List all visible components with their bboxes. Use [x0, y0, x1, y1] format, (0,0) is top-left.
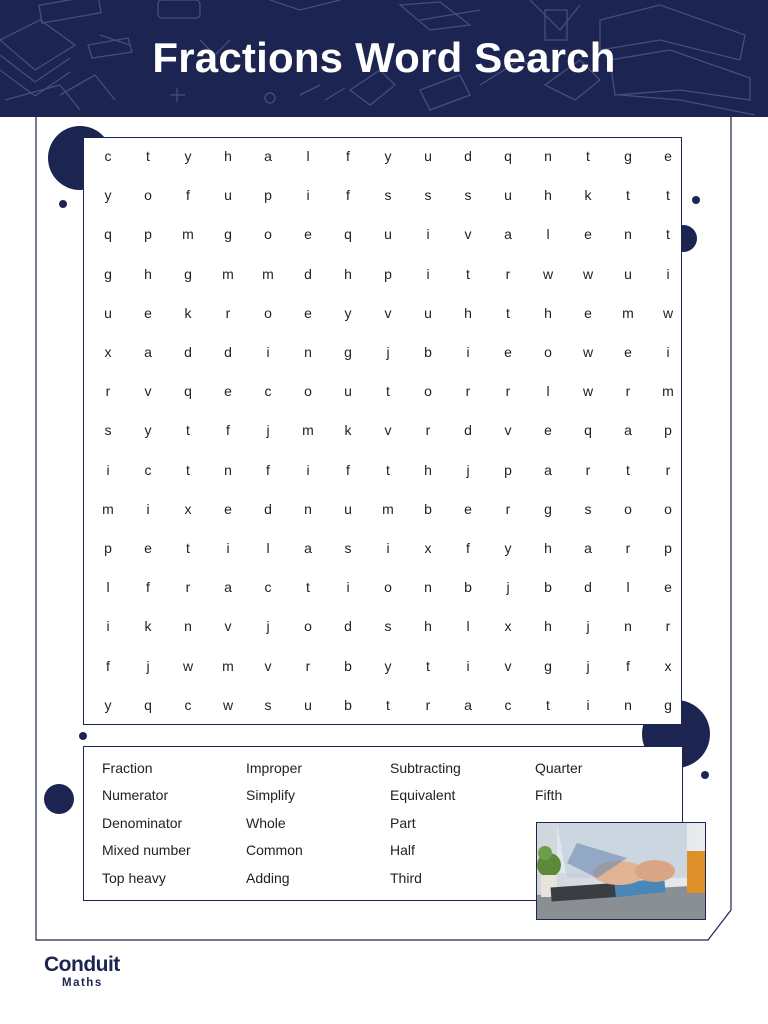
grid-letter: c [504, 696, 512, 713]
word-list-item: Mixed number [102, 842, 191, 859]
grid-letter: i [226, 540, 230, 556]
grid-letter: o [304, 618, 312, 635]
grid-letter: u [624, 265, 632, 282]
grid-letter: b [544, 579, 552, 596]
grid-letter: g [104, 265, 112, 282]
word-list-item: Subtracting [390, 760, 461, 776]
grid-letter: q [104, 226, 112, 243]
grid-letter: p [664, 540, 672, 556]
grid-letter: a [464, 696, 472, 713]
grid-letter: v [144, 383, 152, 400]
grid-letter: s [384, 187, 392, 204]
grid-letter: i [386, 540, 390, 556]
conduit-logo: Conduit [44, 953, 120, 976]
grid-letter: m [382, 500, 394, 517]
grid-letter: v [504, 657, 512, 674]
grid-letter: h [464, 304, 472, 321]
grid-letter: k [184, 304, 192, 321]
decor-dot [79, 732, 87, 740]
grid-letter: l [466, 618, 470, 635]
grid-letter: j [586, 657, 590, 674]
grid-letter: u [384, 226, 392, 243]
grid-letter: u [504, 187, 512, 204]
grid-letter: b [424, 344, 432, 360]
grid-letter: l [266, 540, 270, 556]
grid-letter: w [662, 304, 674, 321]
grid-letter: q [144, 696, 152, 713]
word-list-item: Common [246, 842, 303, 859]
grid-letter: o [384, 579, 392, 596]
grid-letter: v [264, 657, 272, 674]
word-list-item: Whole [246, 814, 286, 831]
grid-row [84, 256, 681, 295]
word-list-item: Half [390, 842, 415, 859]
grid-letter: n [304, 500, 312, 517]
grid-letter: w [582, 383, 594, 400]
grid-letter: v [464, 226, 472, 243]
word-list-item: Part [390, 814, 416, 831]
grid-letter: h [544, 540, 552, 556]
grid-letter: y [104, 696, 112, 713]
grid-letter: o [424, 383, 432, 400]
grid-letter: g [344, 344, 352, 360]
grid-letter: i [146, 500, 150, 517]
grid-letter: w [582, 344, 594, 360]
grid-letter: i [666, 265, 670, 282]
grid-row [84, 452, 681, 491]
word-list-item: Fifth [535, 787, 563, 804]
grid-letter: i [466, 344, 470, 360]
grid-letter: a [144, 344, 152, 360]
grid-letter: a [304, 540, 312, 556]
grid-letter: m [622, 304, 634, 321]
grid-letter: m [662, 383, 674, 400]
grid-row [84, 216, 681, 255]
grid-letter: n [544, 148, 552, 164]
grid-row [84, 491, 681, 530]
grid-letter: k [144, 618, 152, 635]
grid-letter: e [144, 304, 152, 321]
grid-letter: v [224, 618, 232, 635]
grid-letter: e [464, 500, 472, 517]
grid-letter: g [664, 696, 672, 713]
word-list-item: Denominator [102, 814, 183, 831]
grid-letter: r [425, 696, 431, 713]
grid-letter: g [624, 148, 632, 164]
grid-letter: e [584, 304, 592, 321]
grid-letter: o [304, 383, 312, 400]
grid-letter: g [184, 265, 192, 282]
grid-letter: u [104, 304, 112, 321]
grid-letter: t [306, 579, 310, 596]
grid-letter: t [426, 657, 430, 674]
grid-letter: h [344, 265, 352, 282]
grid-letter: y [144, 422, 152, 439]
calculator-photo [536, 822, 706, 920]
grid-letter: o [264, 226, 272, 243]
page-title: Fractions Word Search [152, 34, 616, 81]
grid-letter: b [344, 696, 352, 713]
grid-letter: j [386, 344, 390, 360]
grid-letter: j [266, 618, 270, 635]
grid-letter: w [542, 265, 554, 282]
grid-letter: t [386, 696, 390, 713]
calculator-photo-image [537, 823, 706, 920]
grid-letter: s [464, 187, 472, 204]
grid-letter: t [386, 461, 390, 478]
grid-letter: d [224, 344, 232, 360]
grid-letter: f [346, 187, 350, 204]
word-list-item: Quarter [535, 760, 583, 776]
grid-letter: n [624, 618, 632, 635]
grid-letter: e [584, 226, 592, 243]
grid-row [84, 373, 681, 412]
grid-letter: r [105, 383, 111, 400]
grid-letter: d [344, 618, 352, 635]
word-search-grid [83, 137, 682, 725]
grid-letter: f [346, 148, 350, 164]
grid-row [84, 177, 681, 216]
decor-dot [692, 196, 700, 204]
grid-letter: f [186, 187, 190, 204]
grid-letter: r [625, 540, 631, 556]
grid-letter: w [582, 265, 594, 282]
grid-letter: p [504, 461, 512, 478]
grid-letter: r [185, 579, 191, 596]
grid-letter: i [266, 344, 270, 360]
grid-letter: t [146, 148, 150, 164]
grid-letter: k [584, 187, 592, 204]
grid-letter: e [504, 344, 512, 360]
grid-letter: g [224, 226, 232, 243]
grid-letter: g [544, 657, 552, 674]
grid-letter: h [424, 461, 432, 478]
grid-letter: l [106, 579, 110, 596]
grid-letter: i [106, 461, 110, 478]
grid-letter: p [384, 265, 392, 282]
grid-letter: h [544, 618, 552, 635]
grid-letter: r [425, 422, 431, 439]
grid-letter: s [264, 696, 272, 713]
grid-letter: s [104, 422, 112, 439]
grid-letter: f [266, 461, 270, 478]
grid-letter: q [584, 422, 592, 439]
grid-letter: j [466, 461, 470, 478]
grid-letter: p [264, 187, 272, 204]
grid-letter: n [224, 461, 232, 478]
grid-letter: t [506, 304, 510, 321]
grid-letter: d [464, 422, 472, 439]
grid-letter: a [504, 226, 512, 243]
grid-letter: y [504, 540, 512, 556]
grid-letter: u [424, 304, 432, 321]
grid-letter: f [466, 540, 470, 556]
grid-row [84, 295, 681, 334]
grid-letter: t [466, 265, 470, 282]
grid-letter: t [186, 422, 190, 439]
grid-letter: j [146, 657, 150, 674]
grid-letter: e [224, 383, 232, 400]
grid-letter: d [304, 265, 312, 282]
grid-letter: w [182, 657, 194, 674]
grid-letter: t [186, 540, 190, 556]
grid-letter: m [182, 226, 194, 243]
grid-letter: a [264, 148, 272, 164]
grid-letter: u [344, 383, 352, 400]
grid-letter: m [222, 265, 234, 282]
grid-letter: e [304, 226, 312, 243]
grid-letter: r [505, 383, 511, 400]
grid-letter: i [306, 461, 310, 478]
grid-letter: e [664, 579, 672, 596]
grid-letter: r [665, 618, 671, 635]
grid-letter: e [144, 540, 152, 556]
grid-letter: p [104, 540, 112, 556]
grid-letter: t [666, 226, 670, 243]
grid-letter: u [224, 187, 232, 204]
grid-row [84, 530, 681, 569]
word-list-item: Equivalent [390, 787, 456, 804]
grid-letter: h [224, 148, 232, 164]
grid-letter: x [184, 500, 192, 517]
grid-letter: e [664, 148, 672, 164]
grid-row [84, 608, 681, 647]
grid-letter: d [584, 579, 592, 596]
word-list-item: Numerator [102, 787, 169, 804]
grid-letter: w [222, 696, 234, 713]
word-list-item: Improper [246, 760, 303, 776]
grid-letter: a [624, 422, 632, 439]
grid-letter: d [464, 148, 472, 164]
grid-letter: m [102, 500, 114, 517]
word-list-item: Top heavy [102, 869, 166, 886]
grid-letter: v [384, 304, 392, 321]
grid-letter: l [546, 383, 550, 400]
grid-letter: r [585, 461, 591, 478]
grid-letter: f [226, 422, 230, 439]
word-list-item: Fraction [102, 760, 153, 776]
grid-letter: c [264, 579, 272, 596]
grid-letter: i [346, 579, 350, 596]
grid-letter: i [586, 696, 590, 713]
grid-letter: l [546, 226, 550, 243]
grid-letter: k [344, 422, 352, 439]
grid-letter: s [344, 540, 352, 556]
grid-letter: p [664, 422, 672, 439]
grid-letter: h [544, 304, 552, 321]
grid-letter: i [466, 657, 470, 674]
grid-letter: n [624, 696, 632, 713]
grid-letter: y [384, 657, 392, 674]
maths-logo-subtitle: Maths [62, 977, 103, 989]
grid-letter: o [544, 344, 552, 360]
grid-letter: o [664, 500, 672, 517]
grid-letter: t [186, 461, 190, 478]
grid-letter: i [106, 618, 110, 635]
grid-letter: o [624, 500, 632, 517]
grid-letter: x [424, 540, 432, 556]
grid-letter: r [505, 265, 511, 282]
grid-letter: m [262, 265, 274, 282]
grid-row [84, 334, 681, 373]
grid-letter: h [424, 618, 432, 635]
grid-letter: t [586, 148, 590, 164]
grid-letter: a [544, 461, 552, 478]
grid-letter: n [424, 579, 432, 596]
grid-letter: f [346, 461, 350, 478]
grid-letter: r [665, 461, 671, 478]
grid-letter: o [144, 187, 152, 204]
grid-letter: e [224, 500, 232, 517]
grid-letter: x [104, 344, 112, 360]
word-list-item: Simplify [246, 787, 296, 804]
grid-letter: q [184, 383, 192, 400]
word-list-item: Adding [246, 869, 290, 886]
grid-letter: f [626, 657, 630, 674]
grid-row [84, 412, 681, 451]
grid-letter: r [225, 304, 231, 321]
grid-letter: o [264, 304, 272, 321]
decor-dot [59, 200, 67, 208]
grid-letter: x [504, 618, 512, 635]
grid-letter: n [184, 618, 192, 635]
grid-letter: a [224, 579, 232, 596]
grid-letter: q [504, 148, 512, 164]
grid-letter: m [222, 657, 234, 674]
grid-letter: f [146, 579, 150, 596]
grid-letter: a [584, 540, 592, 556]
grid-row [84, 138, 681, 177]
grid-letter: q [344, 226, 352, 243]
grid-letter: s [584, 500, 592, 517]
grid-letter: y [184, 148, 192, 164]
grid-letter: g [544, 500, 552, 517]
grid-letter: c [104, 148, 112, 164]
grid-letter: u [344, 500, 352, 517]
grid-row [84, 687, 681, 726]
grid-letter: f [106, 657, 110, 674]
grid-letter: d [184, 344, 192, 360]
word-list-item: Third [390, 869, 422, 886]
grid-letter: y [104, 187, 112, 204]
grid-letter: l [626, 579, 630, 596]
grid-row [84, 569, 681, 608]
grid-letter: j [586, 618, 590, 635]
grid-letter: y [384, 148, 392, 164]
grid-letter: s [384, 618, 392, 635]
grid-letter: n [304, 344, 312, 360]
grid-letter: c [184, 696, 192, 713]
grid-letter: r [625, 383, 631, 400]
grid-letter: l [306, 148, 310, 164]
grid-letter: t [386, 383, 390, 400]
grid-letter: e [304, 304, 312, 321]
grid-letter: r [465, 383, 471, 400]
grid-letter: e [544, 422, 552, 439]
grid-letter: j [506, 579, 510, 596]
grid-letter: r [305, 657, 311, 674]
grid-letter: d [264, 500, 272, 517]
grid-letter: h [544, 187, 552, 204]
grid-letter: t [546, 696, 550, 713]
grid-letter: s [424, 187, 432, 204]
grid-letter: v [504, 422, 512, 439]
grid-letter: r [505, 500, 511, 517]
grid-letter: n [624, 226, 632, 243]
decor-circle [44, 784, 74, 814]
grid-letter: t [626, 461, 630, 478]
grid-letter: i [426, 226, 430, 243]
grid-letter: v [384, 422, 392, 439]
grid-letter: i [306, 187, 310, 204]
grid-letter: t [666, 187, 670, 204]
grid-letter: u [424, 148, 432, 164]
grid-letter: c [264, 383, 272, 400]
grid-letter: x [664, 657, 672, 674]
decor-dot [701, 771, 709, 779]
grid-letter: b [344, 657, 352, 674]
grid-letter: p [144, 226, 152, 243]
grid-letter: m [302, 422, 314, 439]
grid-letter: t [626, 187, 630, 204]
grid-letter: e [624, 344, 632, 360]
grid-letter: i [426, 265, 430, 282]
grid-letter: h [144, 265, 152, 282]
grid-letter: j [266, 422, 270, 439]
grid-letter: b [424, 500, 432, 517]
grid-letter: y [344, 304, 352, 321]
grid-letter: c [144, 461, 152, 478]
grid-letter: i [666, 344, 670, 360]
grid-letter: u [304, 696, 312, 713]
grid-letter: b [464, 579, 472, 596]
grid-row [84, 648, 681, 687]
